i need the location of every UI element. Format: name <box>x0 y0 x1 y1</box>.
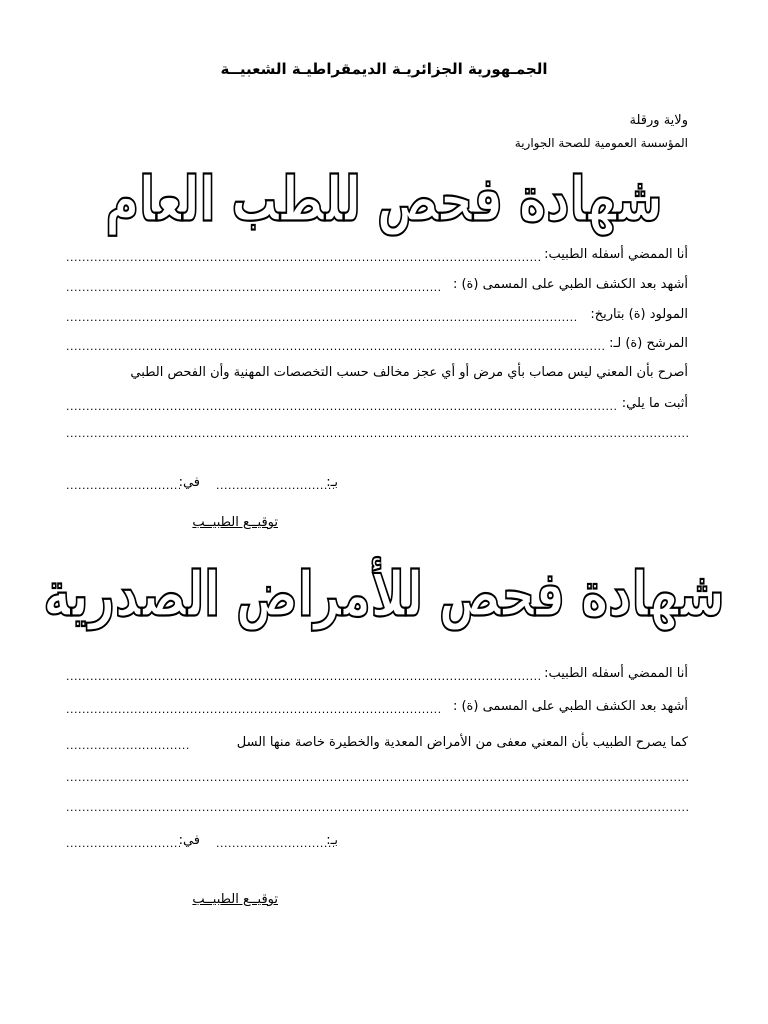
s1-undersigned-fill[interactable] <box>66 251 540 267</box>
s1-declaration-text: أصرح بأن المعني ليس مصاب بأي مرض أو أي عجز مخالف حسب التخصصات المهنية وأن الفحص الطبي <box>130 365 688 380</box>
s2-exemption-text: كما يصرح الطبيب بأن المعني معفى من الأمراض المعدية والخطيرة خاصة منها السل <box>236 735 688 750</box>
s1-undersigned-label: أنا الممضي أسفله الطبيب: <box>544 247 688 262</box>
s2-on-label: في: <box>178 833 200 848</box>
s1-born-label: المولود (ة) بتاريخ: <box>590 307 688 322</box>
s2-doctor-signature-label: توقيــع الطبيــب <box>192 892 278 907</box>
s1-born-fill[interactable] <box>66 311 576 327</box>
s2-at-fill[interactable] <box>216 837 334 853</box>
s2-undersigned-fill[interactable] <box>66 670 540 686</box>
general-medicine-certificate-title: شهادة فحص للطب العام <box>105 162 663 236</box>
s2-fill-line-2[interactable] <box>66 801 688 817</box>
s2-certify-label: أشهد بعد الكشف الطبي على المسمى (ة) : <box>452 699 688 714</box>
s1-certify-fill[interactable] <box>66 281 442 297</box>
s2-certify-fill[interactable] <box>66 703 442 719</box>
s1-on-fill[interactable] <box>66 479 180 495</box>
s1-at-label: بـ: <box>326 475 338 490</box>
s2-fill-line-1[interactable] <box>66 771 688 787</box>
wilaya-name: ولاية ورقلة <box>629 113 688 128</box>
chest-diseases-certificate-title: شهادة فحص للأمراض الصدرية <box>43 557 725 631</box>
s1-doctor-signature-label: توقيــع الطبيــب <box>192 515 278 530</box>
s1-proved-fill-2[interactable] <box>66 427 688 443</box>
republic-heading: الجمـهورية الجزائريـة الديمقراطيـة الشعبيــة <box>220 60 548 78</box>
s2-at-label: بـ: <box>326 833 338 848</box>
s1-proved-label: أثبت ما يلي: <box>621 396 688 411</box>
s1-certify-label: أشهد بعد الكشف الطبي على المسمى (ة) : <box>452 277 688 292</box>
s1-candidate-label: المرشح (ة) لـ: <box>609 336 688 351</box>
s1-at-fill[interactable] <box>216 479 334 495</box>
s2-undersigned-label: أنا الممضي أسفله الطبيب: <box>544 666 688 681</box>
s2-on-fill[interactable] <box>66 837 180 853</box>
s1-on-label: في: <box>178 475 200 490</box>
s1-proved-fill[interactable] <box>66 400 616 416</box>
institution-name: المؤسسة العمومية للصحة الجوارية <box>514 136 688 150</box>
s1-candidate-fill[interactable] <box>66 340 604 356</box>
s2-exemption-fill[interactable] <box>66 739 190 755</box>
